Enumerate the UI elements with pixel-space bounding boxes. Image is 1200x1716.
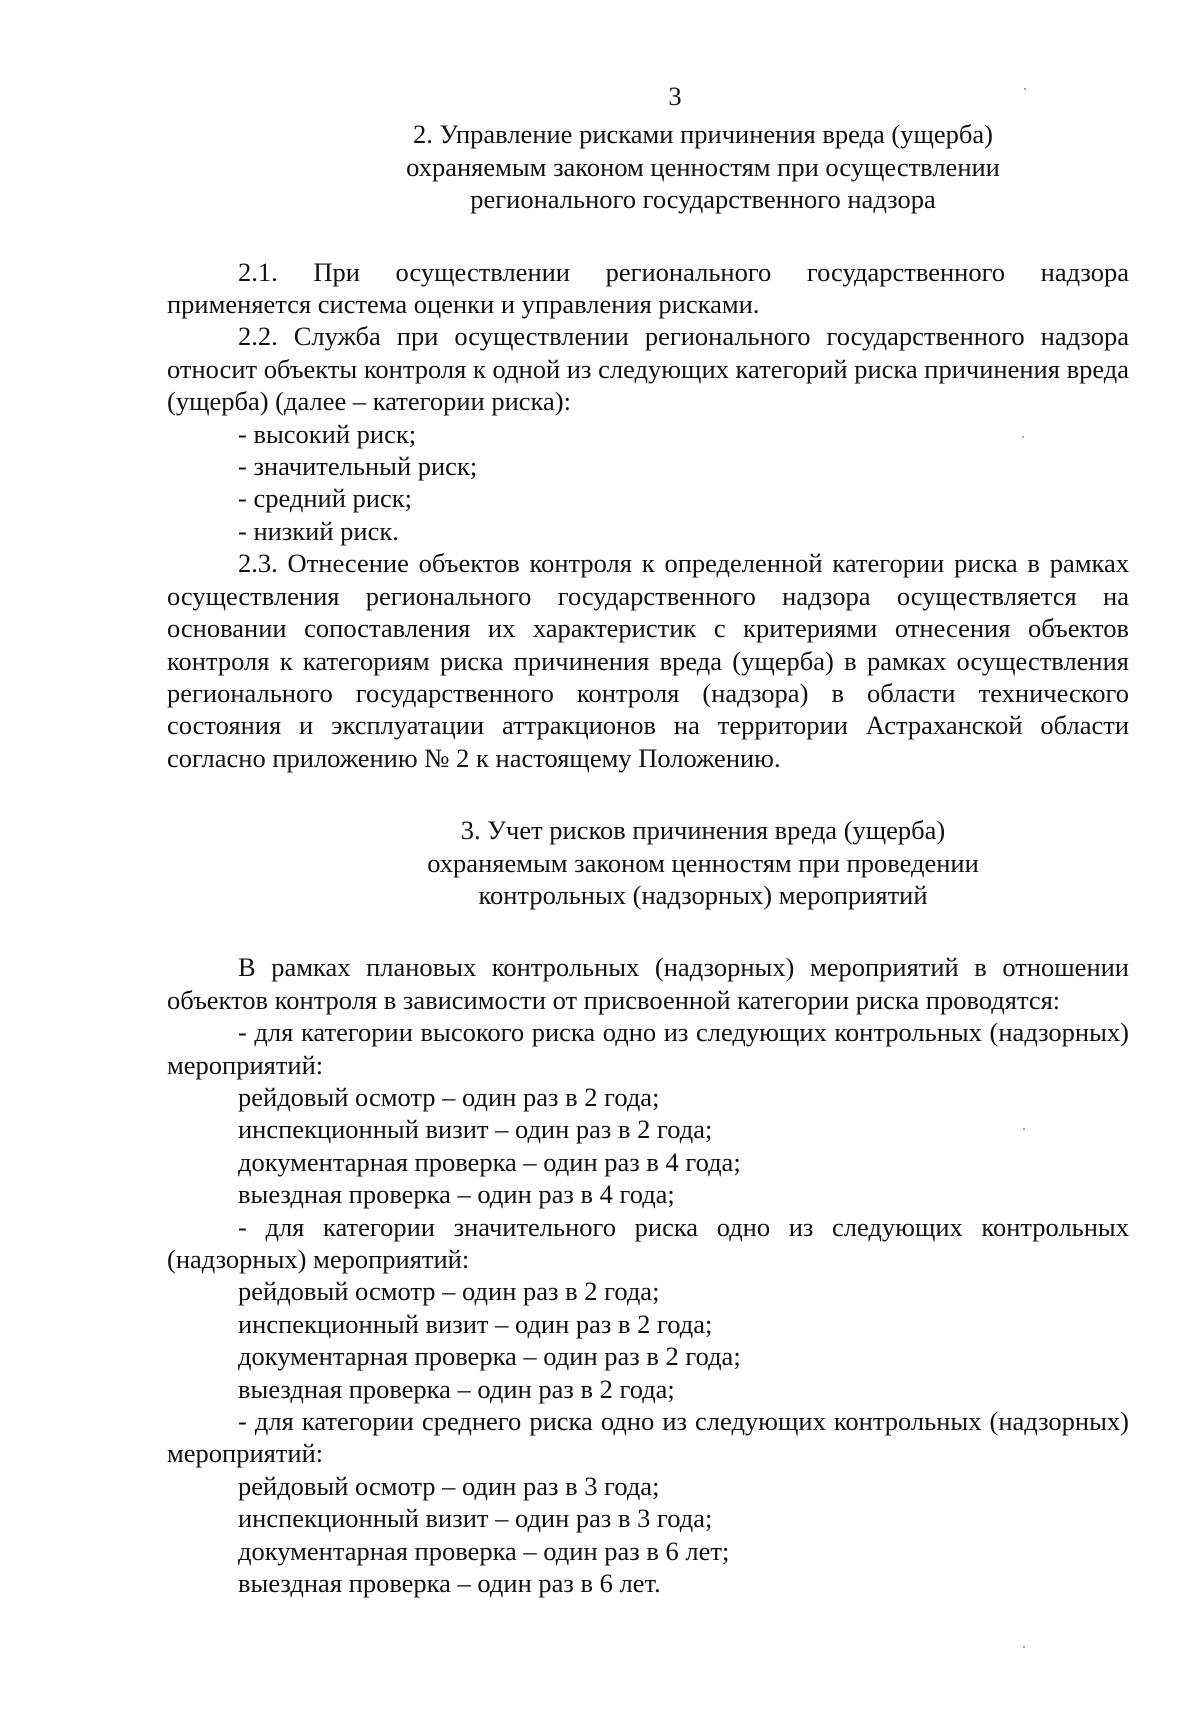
high-risk-lead: - для категории высокого риска одно из следующих контрольных (надзорных) мероприятий: bbox=[167, 1017, 1129, 1080]
list-item: инспекционный визит – один раз в 2 года; bbox=[238, 1114, 713, 1145]
section-2-heading bbox=[277, 118, 1129, 215]
list-item: рейдовый осмотр – один раз в 2 года; bbox=[238, 1081, 660, 1112]
paragraph-2-2: 2.2. Служба при осуществлении регионального государственного надзора относит объекты контроля к одной из следующих категорий риска причинения вреда (ущерба) (далее – категории риска): bbox=[167, 321, 1129, 417]
list-item: рейдовый осмотр – один раз в 3 года; bbox=[238, 1470, 660, 1501]
paragraph-3-intro: В рамках плановых контрольных (надзорных) мероприятий в отношении объектов контроля в зависимости от присвоенной категории риска проводятся: bbox=[167, 952, 1129, 1015]
heading-line: 3. Учет рисков причинения вреда (ущерба) bbox=[460, 815, 946, 846]
section-3-heading bbox=[277, 814, 1129, 911]
list-item: рейдовый осмотр – один раз в 2 года; bbox=[238, 1276, 660, 1307]
list-item: - средний риск; bbox=[238, 483, 412, 514]
list-item: - высокий риск; bbox=[238, 418, 417, 449]
heading-line: охраняемым законом ценностям при проведении bbox=[427, 847, 979, 878]
heading-line: 2. Управление рисками причинения вреда (ущерба) bbox=[413, 119, 993, 150]
risk-category-list bbox=[167, 418, 1129, 548]
list-item: документарная проверка – один раз в 6 лет; bbox=[238, 1535, 730, 1566]
paragraph-2-1: 2.1. При осуществлении регионального государственного надзора применяется система оценки и управления рисками. bbox=[167, 256, 1129, 320]
list-item: выездная проверка – один раз в 2 года; bbox=[238, 1373, 675, 1404]
scan-speck bbox=[1023, 1646, 1025, 1648]
list-item: документарная проверка – один раз в 4 года; bbox=[238, 1146, 741, 1177]
page-number: 3 bbox=[668, 81, 682, 111]
heading-line: контрольных (надзорных) мероприятий bbox=[478, 879, 928, 910]
list-item: выездная проверка – один раз в 6 лет. bbox=[238, 1568, 661, 1599]
high-risk-measures bbox=[167, 1081, 1129, 1211]
list-item: документарная проверка – один раз в 2 года; bbox=[238, 1341, 741, 1372]
significant-risk-measures bbox=[167, 1275, 1129, 1405]
list-item: - значительный риск; bbox=[238, 451, 478, 482]
medium-risk-measures bbox=[167, 1470, 1129, 1600]
list-item: инспекционный визит – один раз в 3 года; bbox=[238, 1503, 713, 1534]
heading-line: регионального государственного надзора bbox=[470, 184, 936, 215]
medium-risk-lead: - для категории среднего риска одно из следующих контрольных (надзорных) мероприятий: bbox=[167, 1406, 1129, 1469]
significant-risk-lead: - для категории значительного риска одно из следующих контрольных (надзорных) мероприятий: bbox=[167, 1211, 1129, 1274]
heading-line: охраняемым законом ценностям при осуществлении bbox=[406, 151, 1000, 182]
paragraph-2-3: 2.3. Отнесение объектов контроля к определенной категории риска в рамках осуществления регионального государственного надзора осуществляется на основании сопоставления их характеристик с критериями отнесения объектов контроля к категориям риска причинения вреда (ущерба) в рамках осуществления регионального государственного контроля (надзора) в области технического состояния и эксплуатации аттракционов на территории Астраханской области согласно приложению № 2 к настоящему Положению. bbox=[167, 548, 1129, 773]
list-item: - низкий риск. bbox=[238, 515, 399, 546]
document-body bbox=[167, 80, 1129, 1599]
list-item: инспекционный визит – один раз в 2 года; bbox=[238, 1308, 713, 1339]
list-item: выездная проверка – один раз в 4 года; bbox=[238, 1179, 675, 1210]
